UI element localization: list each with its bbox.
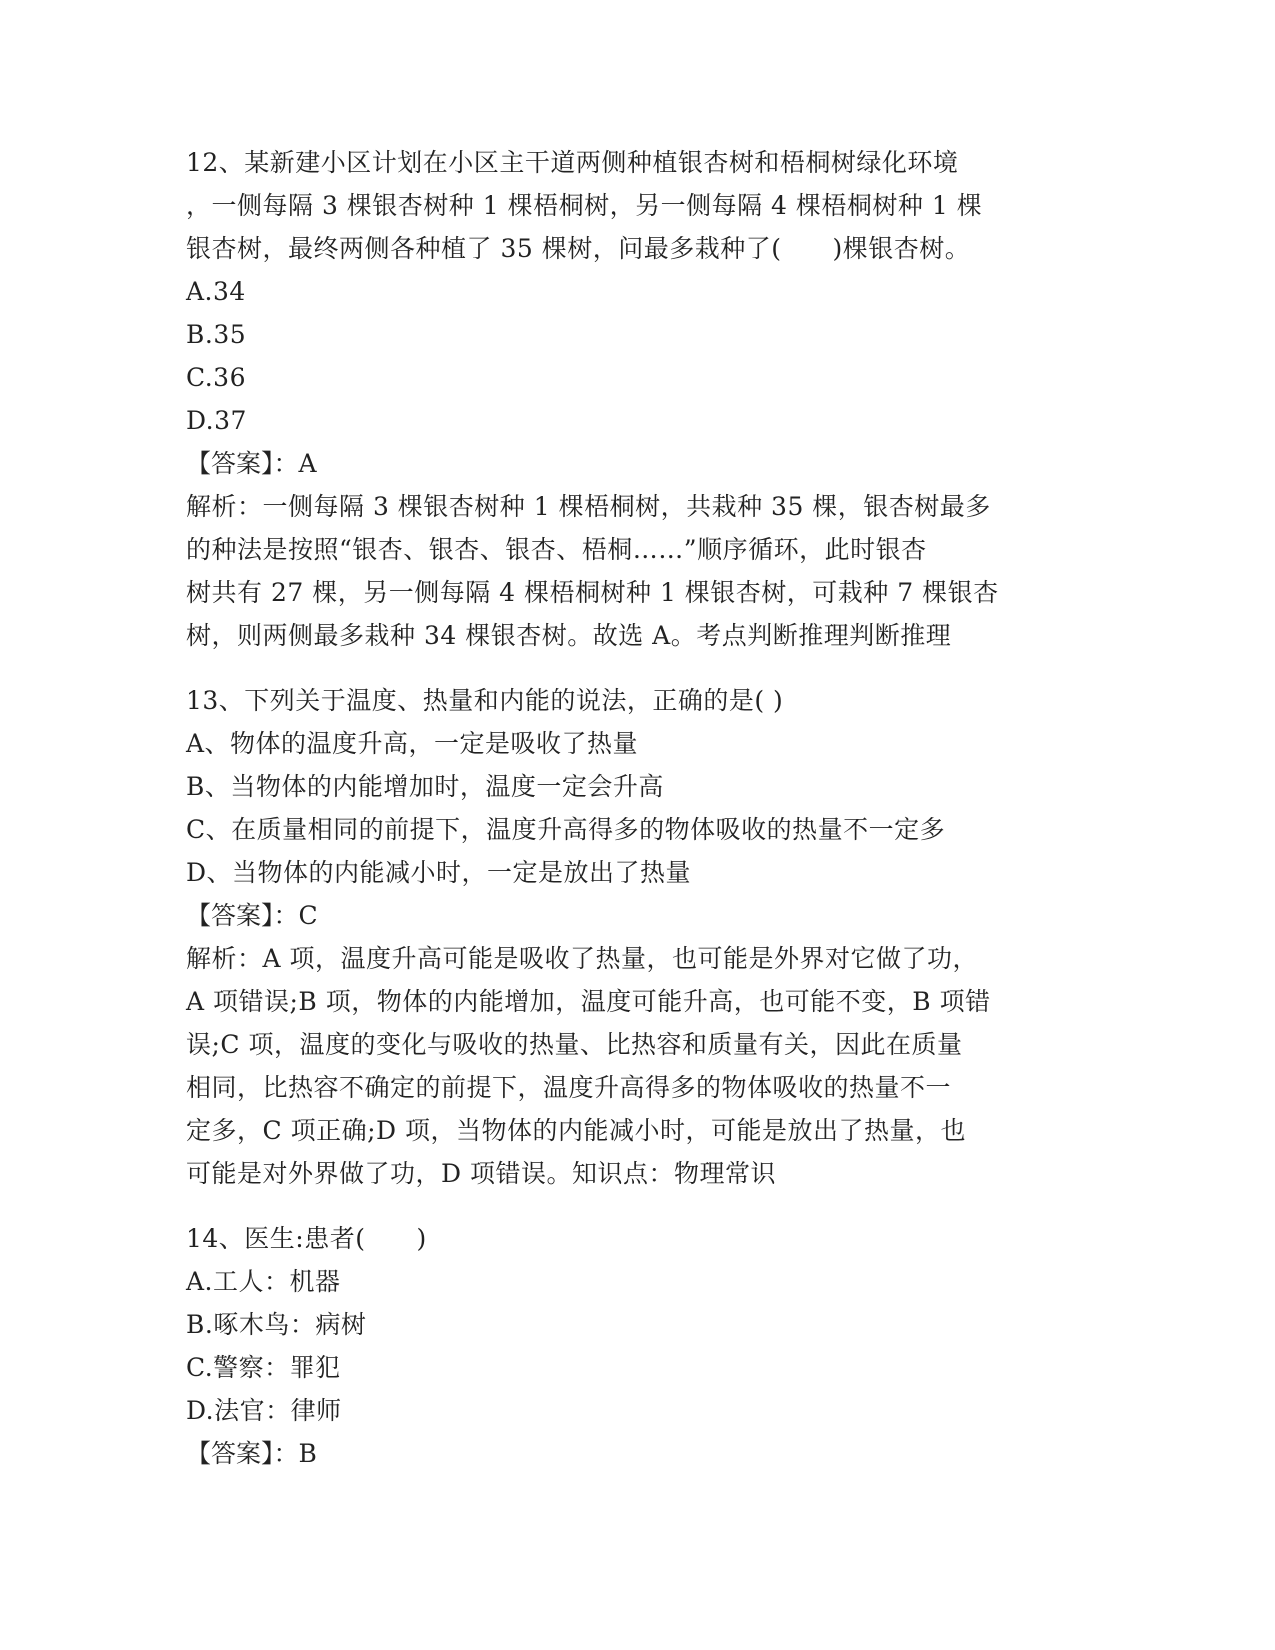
analysis-line: 定多，C 项正确;D 项，当物体的内能减小时，可能是放出了热量，也	[186, 1116, 966, 1145]
option-b: B、当物体的内能增加时，温度一定会升高	[186, 772, 664, 801]
answer-line: 【答案】：A	[186, 449, 317, 478]
option-d: D.37	[186, 406, 247, 435]
question-13	[186, 679, 1086, 1195]
question-stem-line: 银杏树，最终两侧各种植了 35 棵树，问最多栽种了( )棵银杏树。	[186, 234, 971, 263]
option-b: B.啄木鸟：病树	[186, 1310, 367, 1339]
analysis-line: 解析：A 项，温度升高可能是吸收了热量，也可能是外界对它做了功，	[186, 944, 979, 973]
document-page	[186, 141, 1086, 1475]
option-d: D.法官：律师	[186, 1396, 342, 1425]
analysis-line: A 项错误;B 项，物体的内能增加，温度可能升高，也可能不变，B 项错	[186, 987, 991, 1016]
option-c: C、在质量相同的前提下，温度升高得多的物体吸收的热量不一定多	[186, 815, 946, 844]
question-stem-line: 13、下列关于温度、热量和内能的说法，正确的是( )	[186, 686, 784, 715]
analysis-line: 树共有 27 棵，另一侧每隔 4 棵梧桐树种 1 棵银杏树，可栽种 7 棵银杏	[186, 578, 999, 607]
question-spacer	[186, 1195, 1086, 1217]
answer-line: 【答案】：B	[186, 1439, 317, 1468]
analysis-line: 解析：一侧每隔 3 棵银杏树种 1 棵梧桐树，共栽种 35 棵，银杏树最多	[186, 492, 991, 521]
analysis-line: 的种法是按照“银杏、银杏、银杏、梧桐……”顺序循环，此时银杏	[186, 535, 927, 564]
option-a: A、物体的温度升高，一定是吸收了热量	[186, 729, 639, 758]
option-a: A.34	[186, 277, 246, 306]
question-stem-line: 12、某新建小区计划在小区主干道两侧种植银杏树和梧桐树绿化环境	[186, 148, 959, 177]
analysis-line: 树，则两侧最多栽种 34 棵银杏树。故选 A。考点判断推理判断推理	[186, 621, 952, 650]
analysis-line: 可能是对外界做了功，D 项错误。知识点：物理常识	[186, 1159, 776, 1188]
option-c: C.36	[186, 363, 246, 392]
analysis-line: 相同，比热容不确定的前提下，温度升高得多的物体吸收的热量不一	[186, 1073, 952, 1102]
option-c: C.警察：罪犯	[186, 1353, 341, 1382]
analysis-line: 误;C 项，温度的变化与吸收的热量、比热容和质量有关，因此在质量	[186, 1030, 963, 1059]
answer-line: 【答案】：C	[186, 901, 318, 930]
option-a: A.工人：机器	[186, 1267, 341, 1296]
question-stem-line: 14、医生:患者( )	[186, 1224, 427, 1253]
option-d: D、当物体的内能减小时，一定是放出了热量	[186, 858, 692, 887]
question-12	[186, 141, 1086, 657]
option-b: B.35	[186, 320, 247, 349]
question-14	[186, 1217, 1086, 1475]
question-stem-line: ，一侧每隔 3 棵银杏树种 1 棵梧桐树，另一侧每隔 4 棵梧桐树种 1 棵	[186, 191, 983, 220]
question-spacer	[186, 657, 1086, 679]
